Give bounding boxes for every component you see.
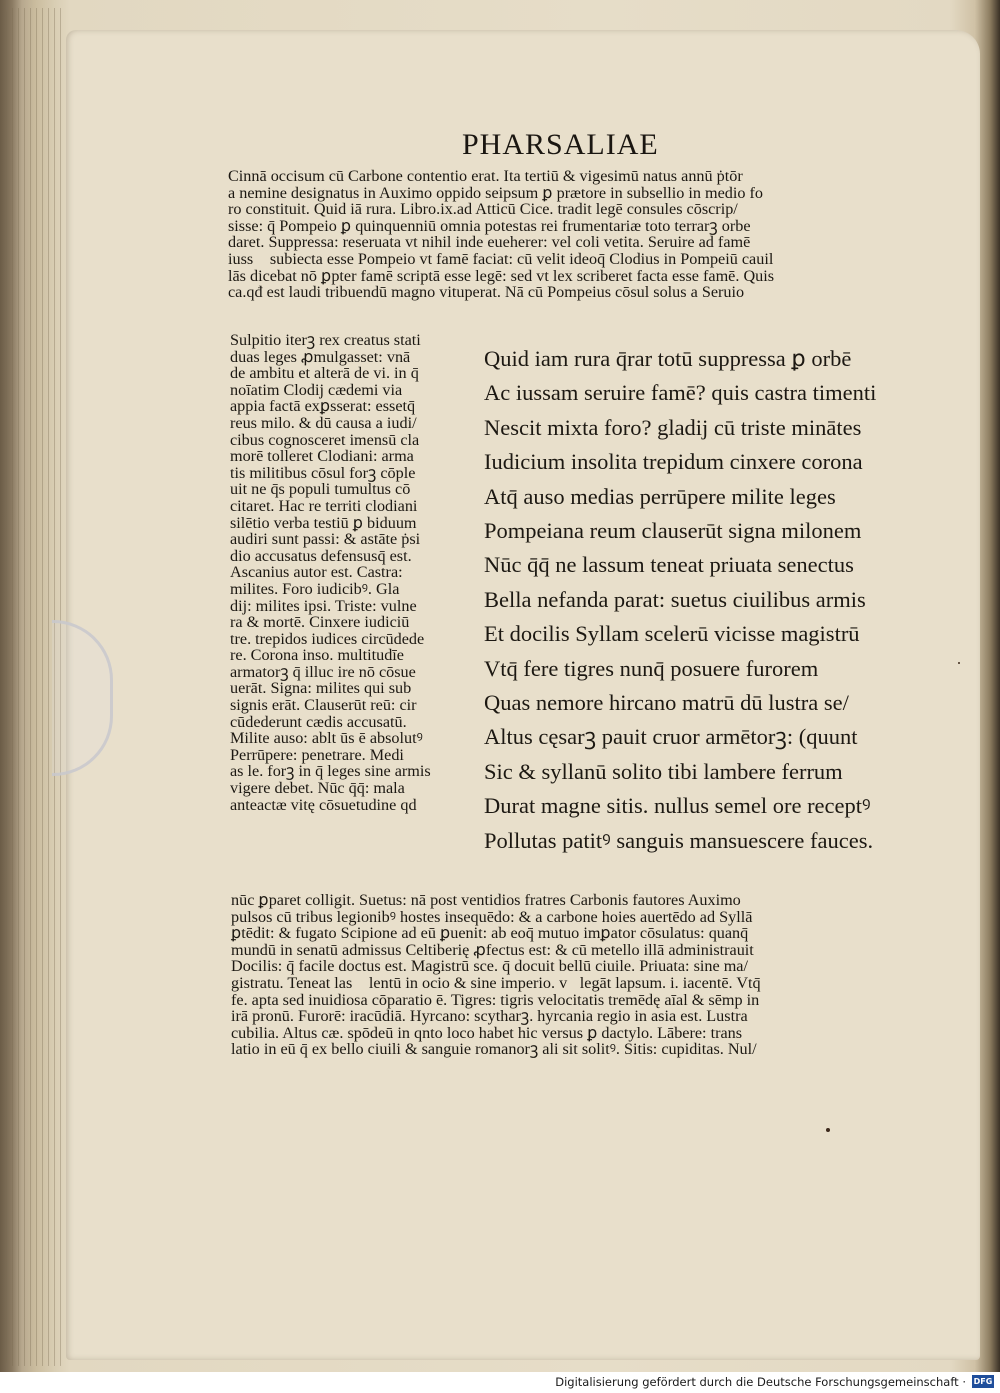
commentary-line: fe. apta sed inuidiosa cōparatio ē. Tigres: tigris velocitatis tremēdę aīal & sēmp in (231, 990, 760, 1009)
commentary-line: Perrūpere: penetrare. Medi (230, 745, 404, 764)
verse-line: Nūc q̄q̄ ne lassum teneat priuata senectus (484, 552, 854, 578)
commentary-line: a nemine designatus in Auximo oppido seipsum ꝑ prætore in subsellio in medio fo (228, 183, 763, 202)
commentary-line: signis erāt. Clauserūt reū: cir (230, 696, 417, 715)
commentary-line: de ambitu et alterā de vi. in q̄ (230, 364, 419, 383)
commentary-line: nūc ꝑparet colligit. Suetus: nā post ventidios fratres Carbonis fautores Auximo (231, 891, 741, 909)
commentary-line: as le. forꝫ in q̄ leges sine armis (230, 762, 431, 781)
verse-line: Vtq̄ fere tigres nunq̄ posuere furorem (484, 655, 819, 681)
footer-credit: Digitalisierung gefördert durch die Deutsche Forschungsgemeinschaft · (555, 1375, 966, 1389)
commentary-line: ꝑtēdit: & fugato Scipione ad eū ꝑuenit: ab eoq̄ mutuo imꝑator cōsulatus: quanq̄ (231, 924, 749, 943)
commentary-line: morē tolleret Clodiani: arma (230, 447, 414, 466)
commentary-line: appia factā exꝑsserat: essetq̄ (230, 397, 416, 416)
commentary-line: cūdederunt cædis accusatū. (230, 712, 407, 731)
ink-dot (958, 662, 960, 664)
commentary-line: silētio verba testiū ꝑ biduum (230, 513, 417, 532)
commentary-line: dij: milites ipsi. Triste: vulne (230, 596, 417, 615)
ink-dot (826, 1128, 830, 1132)
commentary-line: noīatim Clodij cædemi via (230, 380, 403, 399)
verse-line: Pompeiana reum clauserūt signa milonem (484, 518, 862, 544)
commentary-line: Cinnā occisum cū Carbone contentio erat. Ita tertiū & vigesimū natus annū ṗtōr (228, 167, 743, 185)
commentary-line: pulsos cū tribus legionibꝰ hostes insequēdo: & a carbone hoies auertēdo ad Syllā (231, 907, 753, 926)
verse-line: Atq̄ auso medias perrūpere milite leges (484, 483, 836, 509)
commentary-line: reus milo. & dū causa a iudi/ (230, 413, 417, 432)
commentary-line: uerāt. Signa: milites qui sub (230, 679, 412, 698)
commentary-line: mundū in senatū admissus Celtiberię ꝓfectus est: & cū metello illā administrauit (231, 940, 754, 959)
commentary-line: re. Corona inso. multitudīe (230, 646, 404, 665)
commentary-bottom (231, 892, 921, 1058)
verse-line: Nescit mixta foro? gladij cū triste minātes (484, 414, 862, 440)
commentary-line: Sulpitio iterꝫ rex creatus stati (230, 331, 421, 349)
verse-line: Bella nefanda parat: suetus ciuilibus armis (484, 586, 866, 612)
commentary-line: audiri sunt passi: & astāte ṗsi (230, 530, 421, 549)
commentary-line: ro constituit. Quid iā rura. Libro.ix.ad Atticū Cice. tradit legē consules cōscrip/ (228, 200, 738, 219)
commentary-left (230, 332, 480, 813)
commentary-line: citaret. Hac re territi clodiani (230, 496, 418, 515)
commentary-line: duas leges ꝓmulgasset: vnā (230, 347, 411, 366)
commentary-line: Docilis: q̄ facile doctus est. Magistrū sce. q̄ docuit bellū ciuile. Priuata: sine ma/ (231, 957, 748, 976)
verse-line: Quid iam rura q̄rar totū suppressa ꝑ orbē (484, 346, 852, 371)
commentary-line: ca.qđ est laudi tribuendū magno vituperat. Nā cū Pompeius cōsul solus a Seruio (228, 283, 745, 302)
commentary-line: uit ne q̄s populi tumultus cō (230, 480, 411, 499)
verse-line: Quas nemore hircano matrū dū lustra se/ (484, 690, 849, 716)
verse-line: Ac iussam seruire famē? quis castra timenti (484, 380, 877, 406)
commentary-line: Ascanius autor est. Castra: (230, 563, 403, 582)
verse-line: Sic & syllanū solito tibi lambere ferrum (484, 758, 843, 784)
verse-line: Pollutas patitꝰ sanguis mansuescere fauces. (484, 827, 874, 853)
verse-block (484, 342, 924, 858)
dfg-logo: DFG (973, 1377, 993, 1386)
verse-line: Iudicium insolita trepidum cinxere corona (484, 449, 863, 475)
commentary-line: iussᷓ subiecta esse Pompeio vt famē faciat: cū velit ideoq̄ Clodius in Pompeiū cauil (228, 249, 774, 268)
commentary-line: dio accusatus defensusq̄ est. (230, 546, 412, 565)
commentary-line: ra & mortē. Cinxere iudiciū (230, 613, 410, 632)
commentary-line: lās dicebat nō ꝑpter famē scriptā esse legē: sed vt lex scriberet facta esse famē. Quis (228, 266, 775, 285)
commentary-line: latio in eū q̄ ex bello ciuili & sanguie romanorꝫ ali sit solitꝰ. Sitis: cupiditas. Nul/ (231, 1040, 757, 1059)
commentary-line: cibus cognosceret imensū cla (230, 430, 420, 449)
verse-line: Durat magne sitis. nullus semel ore receptꝰ (484, 793, 871, 819)
page-header: PHARSALIAE (462, 128, 659, 161)
commentary-line: Milite auso: ablt ūs ē absolutꝰ (230, 729, 423, 748)
commentary-line: milites. Foro iudicibꝰ. Gla (230, 579, 400, 598)
commentary-line: gistratu. Teneat lasᷓ lentū in ocio & sine imperio. vꝰlegāt lapsum. i. iacentē. Vtq̄ (231, 973, 761, 992)
commentary-line: cubilia. Altus cæ. spōdeū in qnto loco habet hic versus ꝑ dactylo. Lābere: trans (231, 1023, 743, 1042)
commentary-line: tre. trepidos iudices circūdede (230, 629, 425, 648)
commentary-line: sisse: q̄ Pompeio ꝑ quinquenniū omnia potestas rei frumentariæ toto terrarꝫ orbe (228, 216, 751, 235)
commentary-line: anteactæ vitę cōsuetudine qd (230, 795, 417, 814)
commentary-line: daret. Suppressa: reseruata vt nihil inde eueherer: vel coli vetita. Seruire ad famē (228, 233, 751, 252)
commentary-top (228, 168, 918, 301)
verse-line: Et docilis Syllam scelerū vicisse magistrū (484, 621, 860, 647)
commentary-line: irā pronū. Furorē: iracūdiā. Hyrcano: scytharꝫ. hyrcania regio in asia est. Lustra (231, 1007, 748, 1026)
commentary-line: armatorꝫ q̄ illuc ire nō cōsue (230, 662, 416, 681)
verse-line: Altus cęsarꝫ pauit cruor armētorꝫ: (quunt (484, 724, 858, 750)
commentary-line: tis militibus cōsul forꝫ cōple (230, 463, 416, 482)
commentary-line: vigere debet. Nūc q̄q̄: mala (230, 779, 405, 798)
